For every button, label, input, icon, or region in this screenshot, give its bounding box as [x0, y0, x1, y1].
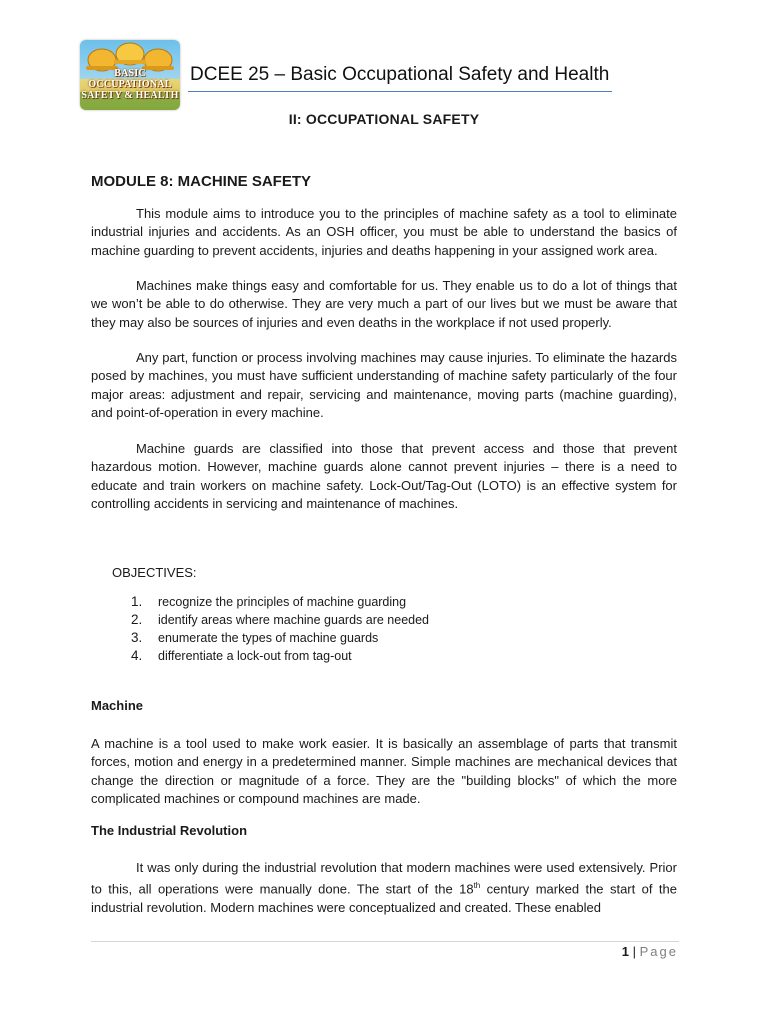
intro-paragraph-4: Machine guards are classified into those that prevent access and those that prevent hazardous motion. However, machine guards alone cannot prevent injuries – there is a need to educate and train workers on machine safety. Lock-Out/Tag-Out (LOTO) is an effective system for controlling accidents in servicing and maintenance of machines. [91, 441, 677, 511]
footer-divider [91, 941, 679, 942]
course-title: DCEE 25 – Basic Occupational Safety and Health [190, 64, 610, 85]
machine-paragraph: A machine is a tool used to make work easier. It is basically an assemblage of parts that transmit forces, motion and energy in a predetermined manner. Simple machines are mechanical devices that change the direction or magnitude of a force. They are the "building blocks" of which the more complicated machines or compound machines are made. [91, 736, 677, 806]
superscript-th: th [473, 881, 481, 891]
objective-item: 3. enumerate the types of machine guards [131, 630, 379, 645]
logo-text: BASIC OCCUPATIONAL SAFETY & HEALTH [81, 68, 179, 101]
page-footer [622, 944, 678, 959]
industrial-revolution-heading: The Industrial Revolution [91, 823, 248, 838]
objectives-label: OBJECTIVES: [112, 565, 197, 580]
section-title: II: OCCUPATIONAL SAFETY [288, 111, 480, 127]
page-number: 1 [621, 944, 629, 959]
module-title: MODULE 8: MACHINE SAFETY [91, 173, 312, 190]
machine-heading: Machine [91, 698, 144, 713]
header-divider [188, 91, 612, 92]
objectives-list [131, 593, 429, 665]
intro-paragraph-3: Any part, function or process involving machines may cause injuries. To eliminate the hazards posed by machines, you must have sufficient understanding of machine safety particularly of the four major areas: adjustment and repair, servicing and maintenance, moving parts (machine guarding), and point-of-operation in every machine. [91, 350, 677, 420]
objective-item: 1. recognize the principles of machine guarding [131, 594, 407, 609]
objective-item: 4. differentiate a lock-out from tag-out [131, 648, 352, 663]
osh-logo [80, 40, 180, 110]
intro-paragraph-2: Machines make things easy and comfortable for us. They enable us to do a lot of things that we won’t be able to do otherwise. They are very much a part of our lives but we must be aware that they may also be sources of injuries and even deaths in the workplace if not used properly. [91, 278, 677, 330]
industrial-revolution-paragraph: It was only during the industrial revolution that modern machines were used extensively. Prior to this, all operations were manually done. The start of the 18th century marked the start of the industrial revolution. Modern machines were conceptualized and created. These enabled [91, 860, 677, 915]
intro-paragraph-1: This module aims to introduce you to the principles of machine safety as a tool to eliminate industrial injuries and accidents. As an OSH officer, you must be able to understand the basics of machine guarding to prevent accidents, injuries and deaths happening in your assigned work area. [91, 206, 677, 258]
objective-item: 2. identify areas where machine guards are needed [131, 612, 430, 627]
page-label: Page [639, 944, 678, 959]
footer-separator: | [632, 944, 636, 959]
